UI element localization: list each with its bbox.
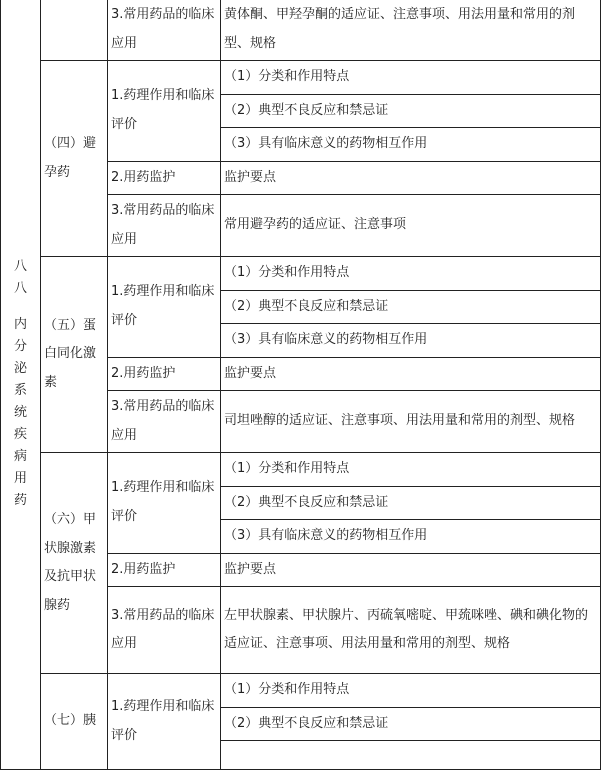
item-cell: 3.常用药品的临床应用	[108, 587, 221, 674]
content-cell: 黄体酮、甲羟孕酮的适应证、注意事项、用法用量和常用的剂型、规格	[221, 0, 601, 61]
content-cell: 常用避孕药的适应证、注意事项	[221, 195, 601, 257]
item-cell: 3.常用药品的临床应用	[108, 391, 221, 453]
item-cell: 1.药理作用和临床评价	[108, 257, 221, 358]
content-cell: （3）具有临床意义的药物相互作用	[221, 324, 601, 358]
chapter-title: 内分泌系统疾病用药	[13, 317, 27, 508]
item-cell: 3.常用药品的临床应用	[108, 0, 221, 61]
section-cell: （五）蛋白同化激素	[41, 257, 108, 453]
table-row	[1, 61, 601, 95]
item-cell: 2.用药监护	[108, 553, 221, 587]
content-cell: 司坦唑醇的适应证、注意事项、用法用量和常用的剂型、规格	[221, 391, 601, 453]
section-cell: （四）避孕药	[41, 61, 108, 257]
content-cell: （3）具有临床意义的药物相互作用	[221, 128, 601, 162]
content-cell: 监护要点	[221, 357, 601, 391]
chapter-cell	[1, 0, 41, 770]
section-cell: （七）胰	[41, 674, 108, 770]
content-cell: 左甲状腺素、甲状腺片、丙硫氧嘧啶、甲巯咪唑、碘和碘化物的适应证、注意事项、用法用量和常用的剂型、规格	[221, 587, 601, 674]
section-cell: （六）甲状腺激素及抗甲状腺药	[41, 453, 108, 674]
content-cell: （3）具有临床意义的药物相互作用	[221, 520, 601, 554]
content-cell: （1）分类和作用特点	[221, 61, 601, 95]
content-cell: （2）典型不良反应和禁忌证	[221, 290, 601, 324]
table-row	[1, 674, 601, 708]
item-cell: 1.药理作用和临床评价	[108, 453, 221, 554]
content-cell: （2）典型不良反应和禁忌证	[221, 707, 601, 741]
item-cell: 1.药理作用和临床评价	[108, 61, 221, 162]
item-cell: 2.用药监护	[108, 357, 221, 391]
table-row	[1, 453, 601, 487]
content-cell: （2）典型不良反应和禁忌证	[221, 486, 601, 520]
content-cell	[221, 741, 601, 770]
item-cell: 2.用药监护	[108, 161, 221, 195]
content-cell: 监护要点	[221, 161, 601, 195]
chapter-number: 八八	[13, 259, 27, 296]
item-cell: 3.常用药品的临床应用	[108, 195, 221, 257]
content-cell: （2）典型不良反应和禁忌证	[221, 94, 601, 128]
table-row	[1, 257, 601, 291]
section-cell	[41, 0, 108, 61]
content-cell: 监护要点	[221, 553, 601, 587]
content-cell: （1）分类和作用特点	[221, 257, 601, 291]
item-cell: 1.药理作用和临床评价	[108, 674, 221, 770]
content-cell: （1）分类和作用特点	[221, 674, 601, 708]
table-row	[1, 0, 601, 61]
content-cell: （1）分类和作用特点	[221, 453, 601, 487]
